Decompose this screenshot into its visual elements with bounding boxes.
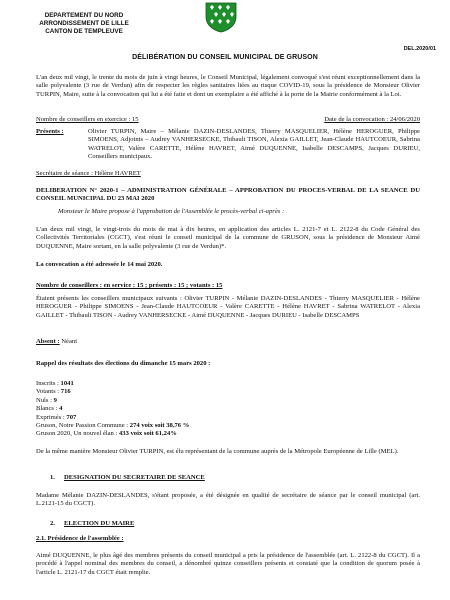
result-line: Exprimés : 707 [36,413,77,421]
subsection-2-1-text: Aimé DUQUENNE, le plus âgé des membres présents du conseil municipal a pris la présidence de l'assemblée (art. L. 2122-8 du CGCT). Il a procédé à l'appel nominal des membres du conseil, a dénombré quinze conseillers présents et constaté que la condition de quorum posée à l'article L. 2121-17 du CGCT était remplie. [36,552,420,576]
members-row [36,116,420,124]
result-line: Votants : 716 [36,388,71,396]
section-1-text: Madame Mélanie DAZIN-DESLANDES, s'étant proposée, a été désignée en qualité de secrétaire de séance par le conseil municipal (art. L.2121-15 du CGCT). [36,492,420,508]
intro-paragraph: L'an deux mil vingt, le trente du mois de juin à vingt heures, le Conseil Municipal, légalement convoqué s'est réuni exceptionnellement dans la salle polyvalente (3 rue de Verdun) afin de respecter les règles sanitaires liées au risque COVID-19, sous la présidence de Monsieur Olivier TURPIN, Maire, suite à la convocation qui lui a été faite et dont un exemplaire a été affiché à la porte de la Mairie conformément à la Loi. [36,74,420,98]
result-line: Inscrits : 1041 [36,380,74,387]
metropole-paragraph: De la même manière Monsieur Olivier TURPIN, est élu représentant de la commune auprès de la Métropole Européenne de Lille (MEL). [36,448,399,455]
section-2-heading: 2. ELECTION DU MAIRE [50,520,135,527]
secretary-line [36,170,420,178]
result-line: Nuls : 9 [36,396,57,404]
list-result-line: Gruson, Notre Passion Commune : 274 voix soit 38,76 % [36,422,190,430]
dept-line: DEPARTEMENT DU NORD [44,12,124,19]
list-result-line: Gruson 2020, Un nouvel élan : 433 voix soit 61,24% [36,430,177,438]
deliberation-title: DELIBERATION N° 2020-1 – ADMINISTRATION GÉNÉRALE – APPROBATION DU PROCES-VERBAL DE LA SEANCE DU CONSEIL MUNICIPAL DU 23 MAI 2020 [36,187,420,203]
section-1-heading: 1. DESIGNATION DU SECRETAIRE DE SEANCE [50,474,205,481]
election-results-title: Rappel des résultats des élections du dimanche 15 mars 2020 : [36,360,211,367]
presents-list: Olivier TURPIN, Maire – Mélanie DAZIN-DESLANDES, Thierry MASQUELIER, Hélène HEROGUER, Philippe SIMOENS, Adjoints – Audrey VANHERSECKE, Thibault TISON, Alexia GAILLET, Jean-Claude HAUTCOEUR, Sabrina WATRELOT, Valère CARETTE, Hélène HAVRET, Aimé DUQUENNE, Isabelle DESCAMPS, Jacques DURIEU, Conseillers municipaux. [88,128,420,161]
members-count: Nombre de conseillers en exercice : 15 [36,116,139,123]
absent-label: Absent : [36,338,60,345]
gruson-coat-of-arms-logo [205,2,237,33]
deliberation-reference: DEL.2020/01 [403,46,436,52]
result-line: Blancs : 4 [36,405,63,413]
department-header [24,12,144,36]
convocation-line: La convocation a été adressée le 14 mai 2020. [36,261,163,268]
absent-line [36,338,420,346]
councillors-count-line [36,282,420,290]
secretary-text: Secrétaire de séance : Hélène HAVRET [36,170,141,177]
arrondissement-line: ARRONDISSEMENT DE LILLE [39,20,129,27]
canton-line: CANTON DE TEMPLEUVE [45,28,123,35]
election-results-list [36,380,420,439]
absent-value: Néant [59,338,78,345]
proposal-line: Monsieur le Maire propose à l'approbation de l'Assemblée le procès-verbal ci-après : [58,208,285,215]
pv-intro-paragraph: L'an deux mil vingt, le vingt-trois du mois de mai à dix heures, en application des articles L. 2121-7 et L. 2122-8 du Code Général des Collectivités Territoriales (CGCT), s'est réuni le conseil municipal de la commune de GRUSON, sous la présidence de Monsieur Aimé DUQUENNE, Maire sortant, en la salle polyvalente (3 rue de Verdun)*. [36,226,420,250]
subsection-2-1-heading: 2.1. Présidence de l'assemblée : [36,535,124,542]
presents-label: Présents : [36,128,64,135]
page-title: DÉLIBÉRATION DU CONSEIL MUNICIPAL DE GRUSON [132,54,318,61]
councillors-count-text: Nombre de conseillers : en service : 15 ; présents : 15 ; votants : 15 [36,282,223,289]
convocation-date: Date de la convocation : 24/06/2020 [324,116,420,123]
present-councillors-paragraph: Étaient présents les conseillers municipaux suivants : Olivier TURPIN - Mélanie DAZIN-DESLANDES - Thierry MASQUELIER - Hélène HEROGUER - Philippe SIMOENS - Jean-Claude HAUTCOEUR - Valère CARETTE - Hélène HAVRET - Sabrina WATRELOT - Alexia GAILLET - Thibault TISON - Audrey VANHERSECKE - Aimé DUQUENNE - Jacques DURIEU - Isabelle DESCAMPS [36,295,420,319]
